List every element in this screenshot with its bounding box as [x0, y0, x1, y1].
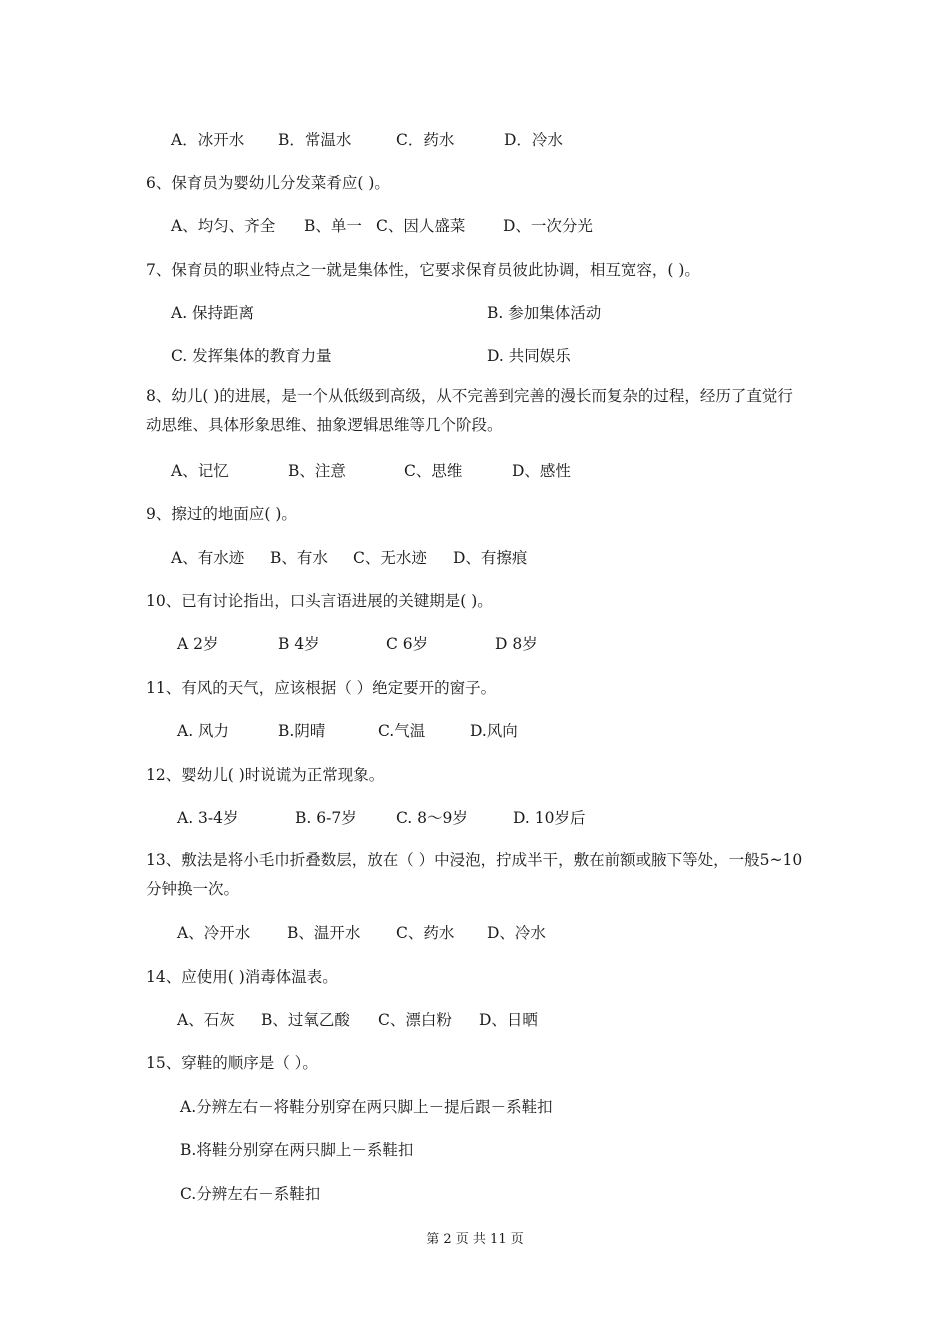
q15-option-b: B.将鞋分别穿在两只脚上－系鞋扣 [180, 1141, 414, 1159]
q7-option-d: D. 共同娱乐 [487, 347, 571, 365]
question-14-stem: 14、应使用( )消毒体温表。 [146, 968, 338, 986]
q11-option-b: B.阴晴 [278, 722, 326, 740]
q5-option-c: C．药水 [396, 131, 455, 149]
question-8-stem: 8、幼儿( )的进展，是一个从低级到高级，从不完善到完善的漫长而复杂的过程，经历了直觉行动思维、具体形象思维、抽象逻辑思维等几个阶段。 [146, 387, 793, 434]
page-footer: 第 2 页 共 11 页 [426, 1232, 524, 1247]
q7-option-a: A. 保持距离 [171, 304, 255, 322]
q10-option-a: A 2岁 [177, 635, 219, 653]
q5-option-b: B．常温水 [278, 131, 352, 149]
q12-option-a: A. 3-4岁 [177, 809, 239, 827]
q7-option-c: C. 发挥集体的教育力量 [171, 347, 332, 365]
q8-option-d: D、感性 [512, 462, 571, 480]
q6-option-b: B、单一 [304, 217, 362, 235]
q9-option-d: D、有擦痕 [453, 549, 528, 567]
q14-option-d: D、日晒 [479, 1011, 538, 1029]
q9-option-a: A、有水迹 [171, 549, 245, 567]
question-15-stem: 15、穿鞋的顺序是（ ）。 [146, 1054, 318, 1072]
q8-option-c: C、思维 [404, 462, 463, 480]
question-10-stem: 10、已有讨论指出，口头言语进展的关键期是( )。 [146, 592, 493, 610]
q15-option-a: A.分辨左右－将鞋分别穿在两只脚上－提后跟－系鞋扣 [180, 1098, 553, 1116]
q11-option-c: C.气温 [378, 722, 426, 740]
q14-option-a: A、石灰 [177, 1011, 235, 1029]
question-7-stem: 7、保育员的职业特点之一就是集体性，它要求保育员彼此协调，相互宽容，( )。 [146, 261, 700, 279]
q9-option-c: C、无水迹 [353, 549, 427, 567]
q14-option-c: C、漂白粉 [378, 1011, 452, 1029]
question-13-stem: 13、敷法是将小毛巾折叠数层，放在（ ）中浸泡，拧成半干，敷在前额或腋下等处，一般5~10分钟换一次。 [146, 851, 803, 898]
q9-option-b: B、有水 [270, 549, 328, 567]
q12-option-d: D. 10岁后 [513, 809, 586, 827]
q12-option-b: B. 6-7岁 [295, 809, 357, 827]
q13-option-a: A、冷开水 [177, 924, 251, 942]
q6-option-d: D、一次分光 [503, 217, 593, 235]
q8-option-b: B、注意 [288, 462, 346, 480]
q7-option-b: B. 参加集体活动 [487, 304, 602, 322]
q13-option-d: D、冷水 [487, 924, 546, 942]
q8-option-a: A、记忆 [171, 462, 229, 480]
q11-option-d: D.风向 [470, 722, 518, 740]
q10-option-c: C 6岁 [386, 635, 429, 653]
question-12-stem: 12、婴幼儿( )时说谎为正常现象。 [146, 766, 385, 784]
question-11-stem: 11、有风的天气，应该根据（ ）绝定要开的窗子。 [146, 679, 497, 697]
q11-option-a: A. 风力 [177, 722, 230, 740]
question-6-stem: 6、保育员为婴幼儿分发菜肴应( )。 [146, 174, 390, 192]
q6-option-c: C、因人盛菜 [376, 217, 466, 235]
question-9-stem: 9、擦过的地面应( )。 [146, 505, 297, 523]
q5-option-d: D．冷水 [504, 131, 563, 149]
q14-option-b: B、过氧乙酸 [261, 1011, 350, 1029]
q10-option-b: B 4岁 [278, 635, 320, 653]
q10-option-d: D 8岁 [495, 635, 538, 653]
q15-option-c: C.分辨左右－系鞋扣 [180, 1185, 321, 1203]
q12-option-c: C. 8～9岁 [396, 809, 468, 827]
q13-option-c: C、药水 [396, 924, 455, 942]
q6-option-a: A、均匀、齐全 [171, 217, 276, 235]
q5-option-a: A．冰开水 [171, 131, 245, 149]
q13-option-b: B、温开水 [287, 924, 361, 942]
